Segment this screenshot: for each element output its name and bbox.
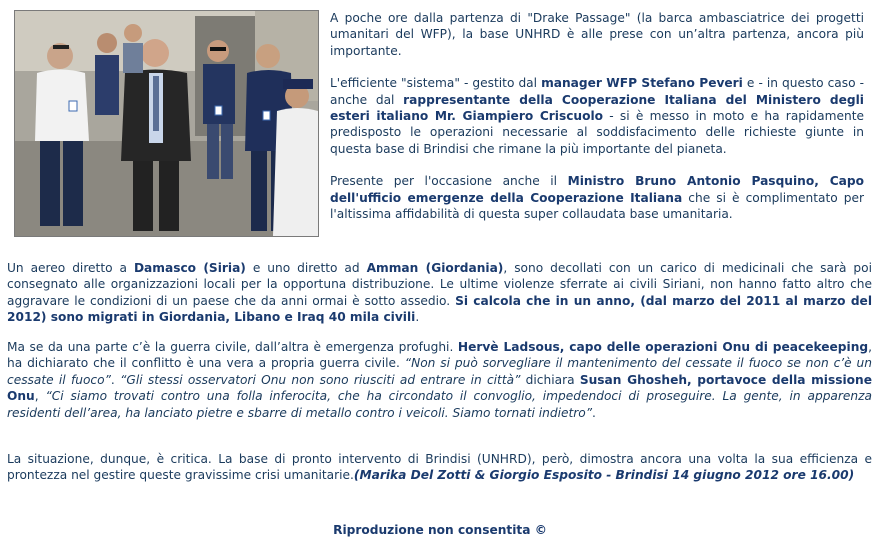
highlight-criscuolo: rappresentante della Cooperazione Italiana del Ministero degli esteri italiano Mr. Giampiero Criscuolo — [330, 92, 864, 124]
refugees-paragraph: Ma se da una parte c’è la guerra civile, dall’altra è emergenza profughi. Hervè Ladsous, capo delle operazioni Onu di peacekeeping, ha dichiarato che il conflitto è una vera a propria guerra civile. “Non si può sorvegliare il mantenimento del cessate il fuoco se non c’è un cessate il fuoco”. “Gli stessi osservatori Onu non sono riusciti ad entrare in città” dichiara Susan Ghosheh, portavoce della missione Onu, “Ci siamo trovati contro una folla inferocita, che ha circondato il convoglio, impedendoci di proseguire. La gente, in apparenza residenti dell’area, ha lanciato pietre e sbarre di metallo contro i veicoli. Siamo tornati indietro”. — [7, 340, 872, 420]
article-photo — [14, 10, 319, 237]
quote-observers: “Gli stessi osservatori Onu non sono riusciti ad entrare in città” — [120, 372, 521, 387]
minister-paragraph: Presente per l'occasione anche il Ministro Bruno Antonio Pasquino, Capo dell'ufficio emergenze della Cooperazione Italiana che si è complimentato per l'altissima affidabilità di questa super collaudata base umanitaria. — [330, 174, 864, 222]
byline: (Marika Del Zotti & Giorgio Esposito - Brindisi 14 giugno 2012 ore 16.00) — [353, 468, 855, 483]
flights-paragraph: Un aereo diretto a Damasco (Siria) e uno diretto ad Amman (Giordania), sono decollati con un carico di medicinali che sarà poi consegnato alle organizzazioni locali per la opportuna distribuzione. Le ultime violenze sferrate ai civili Siriani, non hanno fatto altro che aggravare le condizioni di un paese che da anni ormai è sotto assedio. Si calcola che in un anno, (dal marzo del 2011 al marzo del 2012) sono migrati in Giordania, Libano e Iraq 40 mila civili. — [7, 261, 872, 325]
conclusion-paragraph: La situazione, dunque, è critica. La base di pronto intervento di Brindisi (UNHRD), però, dimostra ancora una volta la sua efficienza e prontezza nel gestire queste gravissime crisi umanitarie.(Marika Del Zotti & Giorgio Esposito - Brindisi 14 giugno 2012 ore 16.00) — [7, 452, 872, 483]
highlight-peveri: manager WFP Stefano Peveri — [541, 76, 743, 91]
system-paragraph: L'efficiente "sistema" - gestito dal manager WFP Stefano Peveri e - in questo caso - anche dal rappresentante della Cooperazione Italiana del Ministero degli esteri italiano Mr. Giampiero Criscuolo - si è messo in moto e ha rapidamente predisposto le operazioni necessarie al soddisfacimento delle richieste giunte in questa base di Brindisi che rimane la più importante del pianeta. — [330, 76, 865, 156]
quote-crowd: “Ci siamo trovati contro una folla inferocita, che ha circondato il convoglio, impedendoci di proseguire. La gente, in apparenza residenti dell’area, ha lanciato pietre e sbarre di metallo contro i veicoli. Siamo tornati indietro” — [7, 389, 872, 420]
highlight-damasco: Damasco (Siria) — [133, 261, 246, 275]
quote-ceasefire: “Non si può sorvegliare il mantenimento del cessate il fuoco se non c’è un cessate il fuoco” — [7, 356, 872, 387]
highlight-pasquino: Ministro Bruno Antonio Pasquino, Capo dell'ufficio emergenze della Cooperazione Italiana — [330, 174, 864, 205]
highlight-migrants: Si calcola che in un anno, (dal marzo del 2011 al marzo del 2012) sono migrati in Giordania, Libano e Iraq 40 mila civili — [7, 293, 872, 325]
highlight-amman: Amman (Giordania) — [366, 261, 504, 275]
intro-paragraph: A poche ore dalla partenza di "Drake Passage" (la barca ambasciatrice dei progetti umanitari del WFP), la base UNHRD è alle prese con un’altra partenza, ancora più importante. — [330, 11, 864, 58]
highlight-ghosheh: Susan Ghosheh, portavoce della missione Onu — [7, 372, 872, 404]
group-photo-image — [15, 11, 318, 236]
copyright-notice: Riproduzione non consentita © — [333, 523, 547, 537]
highlight-ladsous: Hervè Ladsous, capo delle operazioni Onu di peacekeeping — [457, 340, 869, 354]
intro-column — [330, 10, 864, 222]
